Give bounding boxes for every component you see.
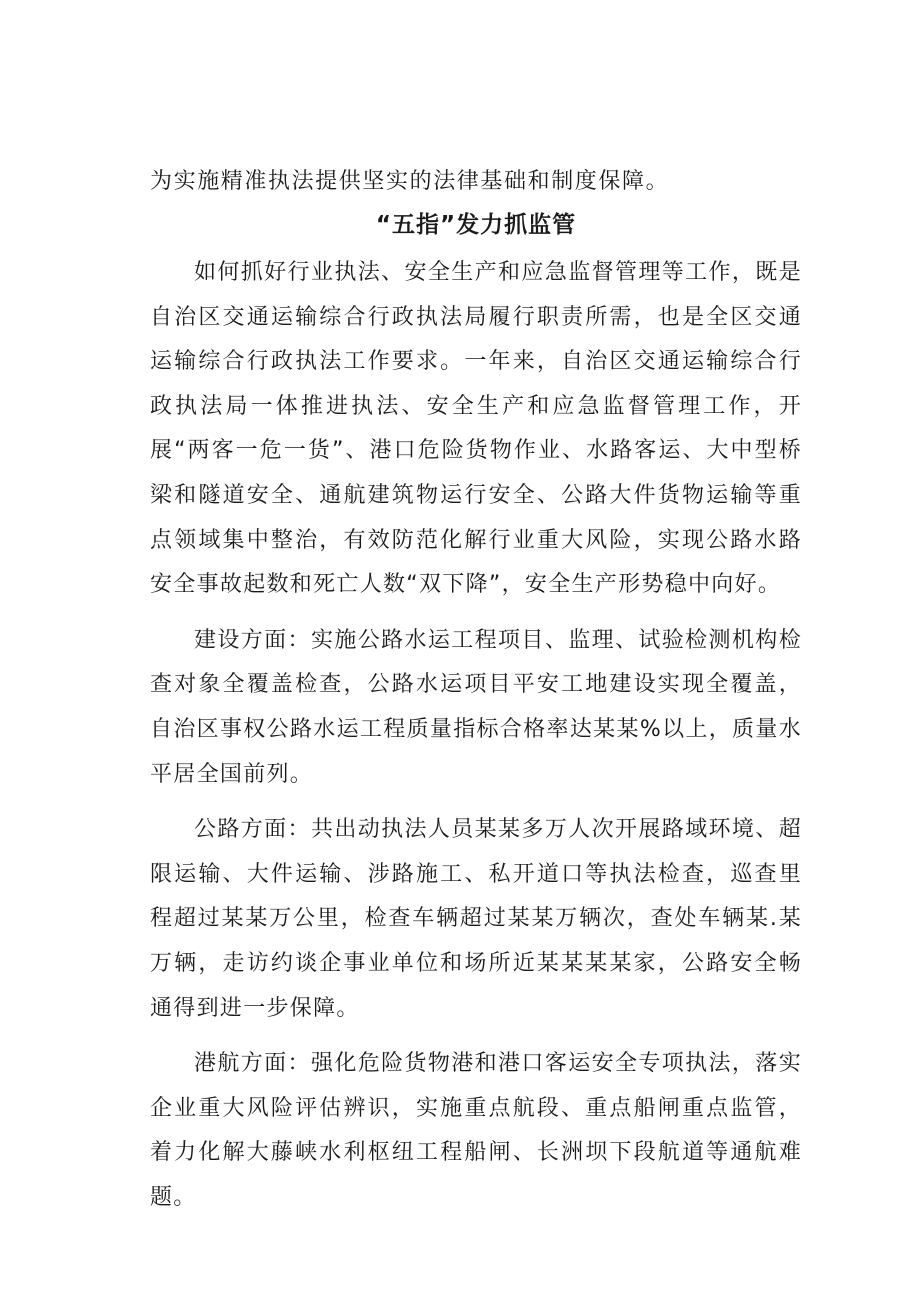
paragraph-port-shipping: 港航方面：强化危险货物港和港口客运安全专项执法，落实企业重大风险评估辨识，实施重点航段、重点船闸重点监管，着力化解大藤峡水利枢纽工程船闸、长洲坝下段航道等通航难题。 xyxy=(150,1051,802,1210)
document-page xyxy=(150,163,802,1231)
paragraph-intro: 如何抓好行业执法、安全生产和应急监督管理等工作，既是自治区交通运输综合行政执法局履行职责所需，也是全区交通运输综合行政执法工作要求。一年来，自治区交通运输综合行政执法局一体推进执法、安全生产和应急监督管理工作，开展“两客一危一货”、港口危险货物作业、水路客运、大中型桥梁和隧道安全、通航建筑物运行安全、公路大件货物运输等重点领域集中整治，有效防范化解行业重大风险，实现公路水路安全事故起数和死亡人数“双下降”，安全生产形势稳中向好。 xyxy=(150,260,802,598)
paragraph-highway: 公路方面：共出动执法人员某某多万人次开展路域环境、超限运输、大件运输、涉路施工、私开道口等执法检查，巡查里程超过某某万公里，检查车辆超过某某万辆次，查处车辆某.某万辆，走访约谈企事业单位和场所近某某某某家，公路安全畅通得到进一步保障。 xyxy=(150,817,802,1021)
paragraph-construction: 建设方面：实施公路水运工程项目、监理、试验检测机构检查对象全覆盖检查，公路水运项目平安工地建设实现全覆盖，自治区事权公路水运工程质量指标合格率达某某%以上，质量水平居全国前列。 xyxy=(150,627,802,787)
section-heading: “五指”发力抓监管 xyxy=(375,212,577,238)
continuation-line: 为实施精准执法提供坚实的法律基础和制度保障。 xyxy=(150,169,670,194)
